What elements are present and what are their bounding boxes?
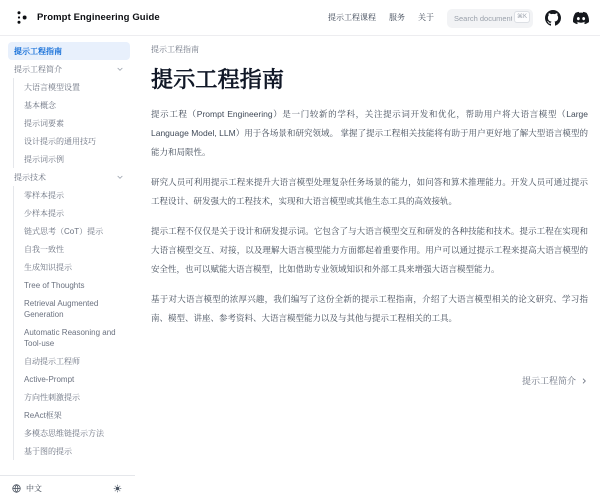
sidebar-item[interactable] [18, 294, 130, 323]
sun-icon [113, 484, 122, 493]
sidebar-item[interactable] [18, 276, 130, 294]
nav-link[interactable]: 提示工程课程 [328, 13, 376, 22]
discord-icon [573, 10, 589, 26]
sidebar-item-label: ReAct框架 [24, 410, 62, 420]
theme-toggle[interactable] [113, 484, 122, 493]
paragraph: 研究人员可利用提示工程来提升大语言模型处理复杂任务场景的能力，如问答和算术推理能力。开发人员可通过提示工程设计、研发强大的工程技术，实现和大语言模型或其他生态工具的高效接轨。 [151, 177, 588, 206]
sidebar-item[interactable] [18, 323, 130, 352]
sidebar-item-label: 自动提示工程师 [24, 356, 80, 366]
content-paragraphs [151, 105, 588, 328]
header-nav [328, 12, 434, 23]
nav-link[interactable]: 服务 [389, 13, 405, 22]
sidebar-item-label: 多模态思维链提示方法 [24, 428, 104, 438]
sidebar-item-label: 设计提示的通用技巧 [24, 136, 96, 146]
globe-icon [12, 484, 21, 493]
sidebar-item[interactable] [18, 186, 130, 204]
sidebar-item-label: 链式思考（CoT）提示 [24, 226, 104, 236]
sidebar-item-label: 提示工程指南 [14, 46, 62, 56]
sidebar-subgroup [13, 186, 130, 460]
sidebar-item-active[interactable] [8, 42, 130, 60]
sidebar-item-label: 基于图的提示 [24, 446, 72, 456]
sidebar-item-label: 零样本提示 [24, 190, 64, 200]
sidebar-item[interactable] [18, 96, 130, 114]
next-page-label: 提示工程简介 [521, 376, 576, 386]
sidebar-item-label: Tree of Thoughts [24, 280, 85, 290]
sidebar-item[interactable] [18, 388, 130, 406]
sidebar-item[interactable] [18, 370, 130, 388]
language-label: 中文 [26, 483, 42, 493]
chevron-right-icon [580, 377, 588, 385]
sidebar-footer [0, 475, 135, 500]
search-input[interactable] [447, 9, 533, 28]
sidebar-item-label: 提示技术 [14, 172, 46, 182]
paragraph: 基于对大语言模型的浓厚兴趣，我们编写了这份全新的提示工程指南，介绍了大语言模型相关的论文研究、学习指南、模型、讲座、参考资料、大语言模型能力以及与其他与提示工程相关的工具。 [151, 294, 588, 323]
sidebar-item-label: 基本概念 [24, 100, 56, 110]
breadcrumb: 提示工程指南 [151, 45, 199, 54]
sidebar-item[interactable] [8, 168, 130, 186]
sidebar-item[interactable] [18, 352, 130, 370]
logo-text: Prompt Engineering Guide [37, 12, 160, 23]
github-icon [545, 10, 561, 26]
sidebar [0, 36, 135, 500]
sidebar-item[interactable] [8, 60, 130, 78]
sidebar-item[interactable] [18, 222, 130, 240]
sidebar-item-label: 提示词要素 [24, 118, 64, 128]
chevron-down-icon [116, 173, 124, 181]
nav-link[interactable]: 关于 [418, 13, 434, 22]
sidebar-item[interactable] [18, 240, 130, 258]
sidebar-item-label: 大语言模型设置 [24, 82, 80, 92]
sidebar-item-label: Active-Prompt [24, 374, 75, 384]
chevron-down-icon [116, 65, 124, 73]
search-shortcut-badge: ⌘K [514, 11, 530, 23]
logo[interactable] [16, 10, 160, 25]
sidebar-item-label: 提示词示例 [24, 154, 64, 164]
sidebar-item-label: 少样本提示 [24, 208, 64, 218]
main-content [135, 36, 600, 500]
paragraph: 提示工程（Prompt Engineering）是一门较新的学科，关注提示词开发和优化，帮助用户将大语言模型（Large Language Model, LLM）用于各场景和研究领域。 掌握了提示工程相关技能将有助于用户更好地了解大型语言模型的能力和局限性。 [151, 109, 588, 157]
pagination-row [151, 374, 588, 387]
sidebar-item[interactable] [18, 150, 130, 168]
sidebar-subgroup [13, 78, 130, 168]
sidebar-item-label: Retrieval Augmented Generation [24, 298, 99, 319]
sidebar-item[interactable] [18, 204, 130, 222]
next-page-link[interactable] [522, 374, 588, 387]
search-box [447, 8, 533, 28]
sidebar-item[interactable] [18, 114, 130, 132]
sidebar-item-label: 方向性刺激提示 [24, 392, 80, 402]
sidebar-item[interactable] [18, 258, 130, 276]
sidebar-item[interactable] [18, 132, 130, 150]
sidebar-item[interactable] [18, 424, 130, 442]
logo-icon [16, 10, 31, 25]
sidebar-item-label: 提示工程简介 [14, 64, 62, 74]
sidebar-item-label: 自我一致性 [24, 244, 64, 254]
sidebar-item[interactable] [18, 442, 130, 460]
paragraph: 提示工程不仅仅是关于设计和研发提示词。它包含了与大语言模型交互和研发的各种技能和技术。提示工程在实现和大语言模型交互、对接，以及理解大语言模型能力方面都起着重要作用。用户可以通过提示工程来提高大语言模型的安全性，也可以赋能大语言模型，比如借助专业领域知识和外部工具来增强大语言模型能力。 [151, 226, 588, 274]
sidebar-item[interactable] [18, 78, 130, 96]
discord-link[interactable] [573, 10, 589, 26]
github-link[interactable] [545, 10, 561, 26]
sidebar-item-label: 生成知识提示 [24, 262, 72, 272]
sidebar-item-label: Automatic Reasoning and Tool-use [24, 327, 116, 348]
page-title: 提示工程指南 [151, 67, 285, 92]
language-switcher[interactable] [12, 483, 42, 494]
header [0, 0, 600, 36]
sidebar-nav [0, 36, 135, 475]
sidebar-item[interactable] [18, 406, 130, 424]
